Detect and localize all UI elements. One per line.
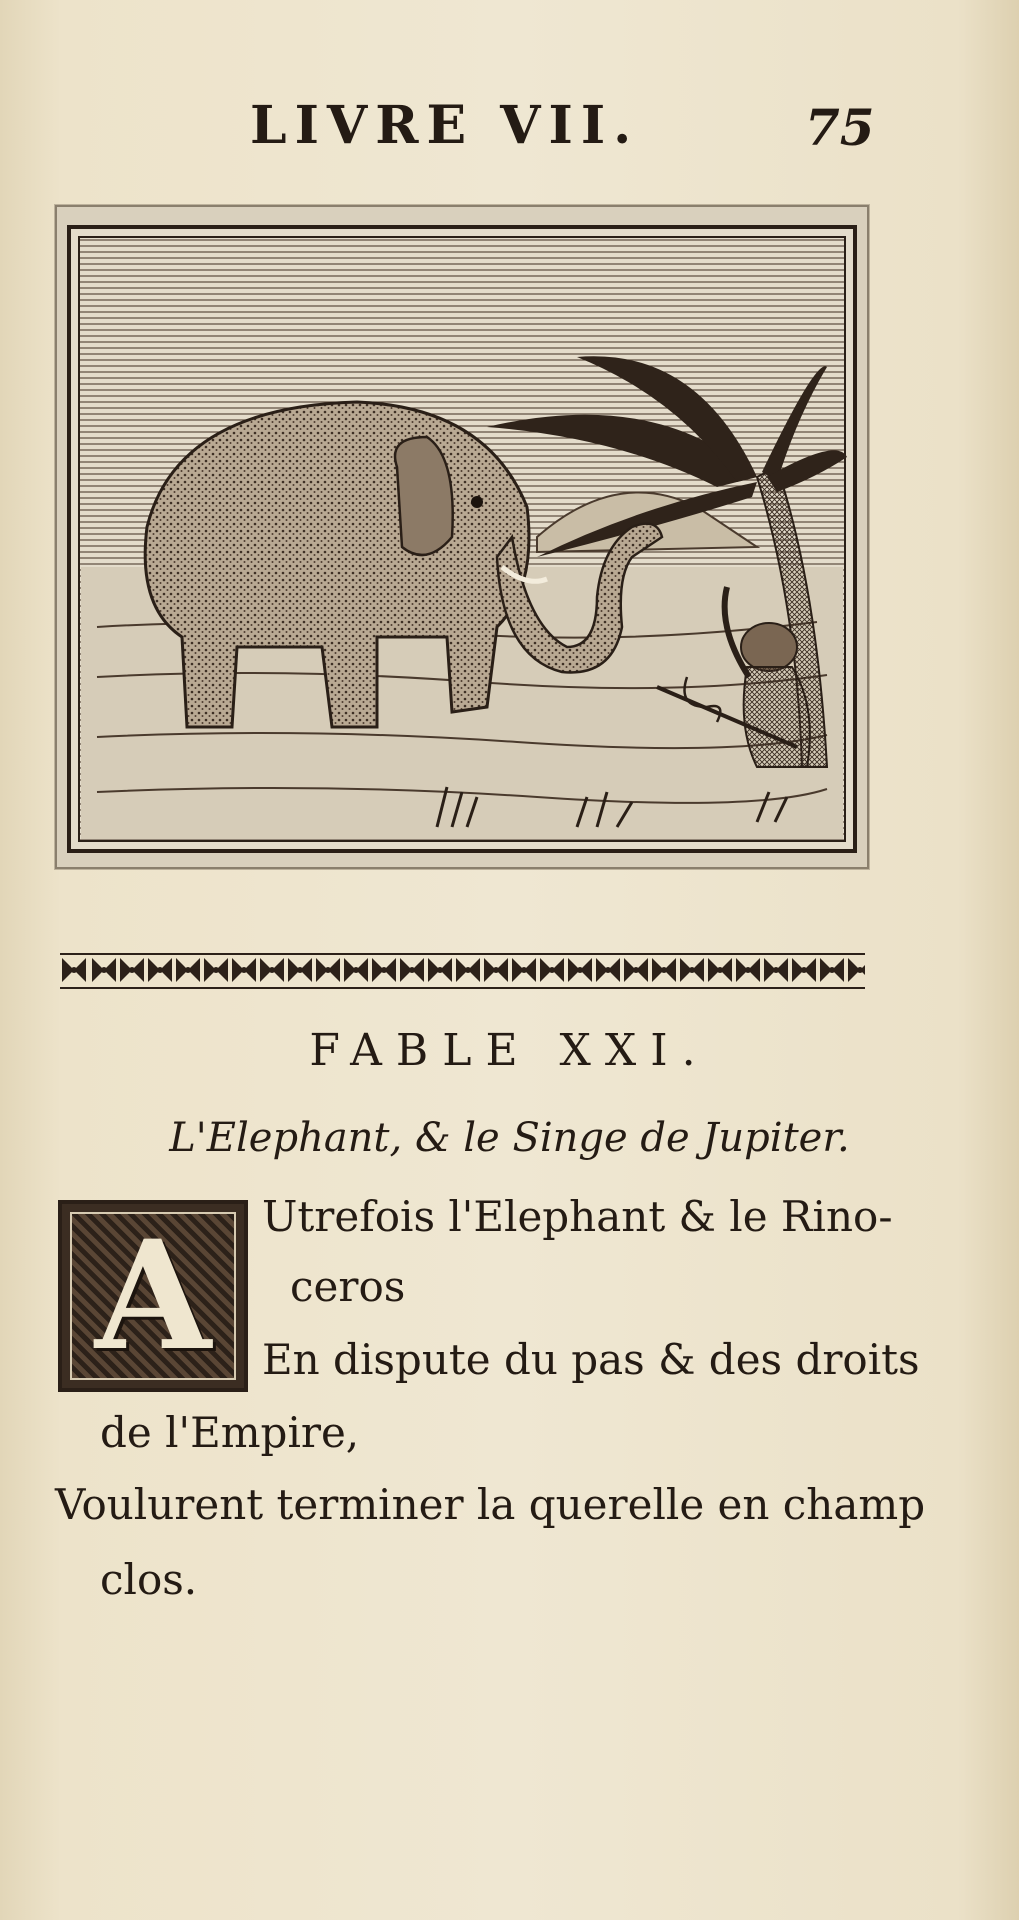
drop-cap-letter: A [94,1208,212,1384]
ornament-motif [792,958,816,982]
ornament-motif [624,958,648,982]
ornament-motif [484,958,508,982]
ornament-motif [764,958,788,982]
ornament-motif [540,958,564,982]
engraving-plate [55,205,869,869]
ornament-motif [344,958,368,982]
running-head: LIVRE VII. [250,95,640,156]
verse-line-2: ceros [290,1262,406,1311]
ornament-motif [176,958,200,982]
fable-subtitle: L'Elephant, & le Singe de Jupiter. [169,1115,850,1161]
fable-title: FABLE XXI. [309,1025,710,1076]
ornament-motif [260,958,284,982]
ornament-motif [848,958,865,982]
ornament-motif [232,958,256,982]
engraving-illustration [57,207,867,867]
ornamental-drop-cap [58,1200,248,1392]
ornament-motif [400,958,424,982]
ornament-motif [148,958,172,982]
ornament-motif [92,958,116,982]
verse-line-5: Voulurent terminer la querelle en champ [55,1480,926,1529]
ornament-motif [316,958,340,982]
ornament-motif [512,958,536,982]
verse-line-3: En dispute du pas & des droits [262,1335,920,1384]
verse-line-6: clos. [100,1555,198,1604]
verse-line-1: Utrefois l'Elephant & le Rino- [262,1192,893,1241]
ornament-motif [736,958,760,982]
ornament-motif [456,958,480,982]
verse-line-4: de l'Empire, [100,1408,360,1457]
ornament-motif [428,958,452,982]
ornament-motif [708,958,732,982]
ornament-motif [652,958,676,982]
page-number: 75 [805,98,875,157]
decorative-ornament-band [60,950,865,992]
ornament-motif [288,958,312,982]
ornament-motif [568,958,592,982]
ornament-motif [820,958,844,982]
ornament-motif [596,958,620,982]
ornament-motif [372,958,396,982]
ornament-motif [204,958,228,982]
ornament-motif [120,958,144,982]
ornament-motif [680,958,704,982]
